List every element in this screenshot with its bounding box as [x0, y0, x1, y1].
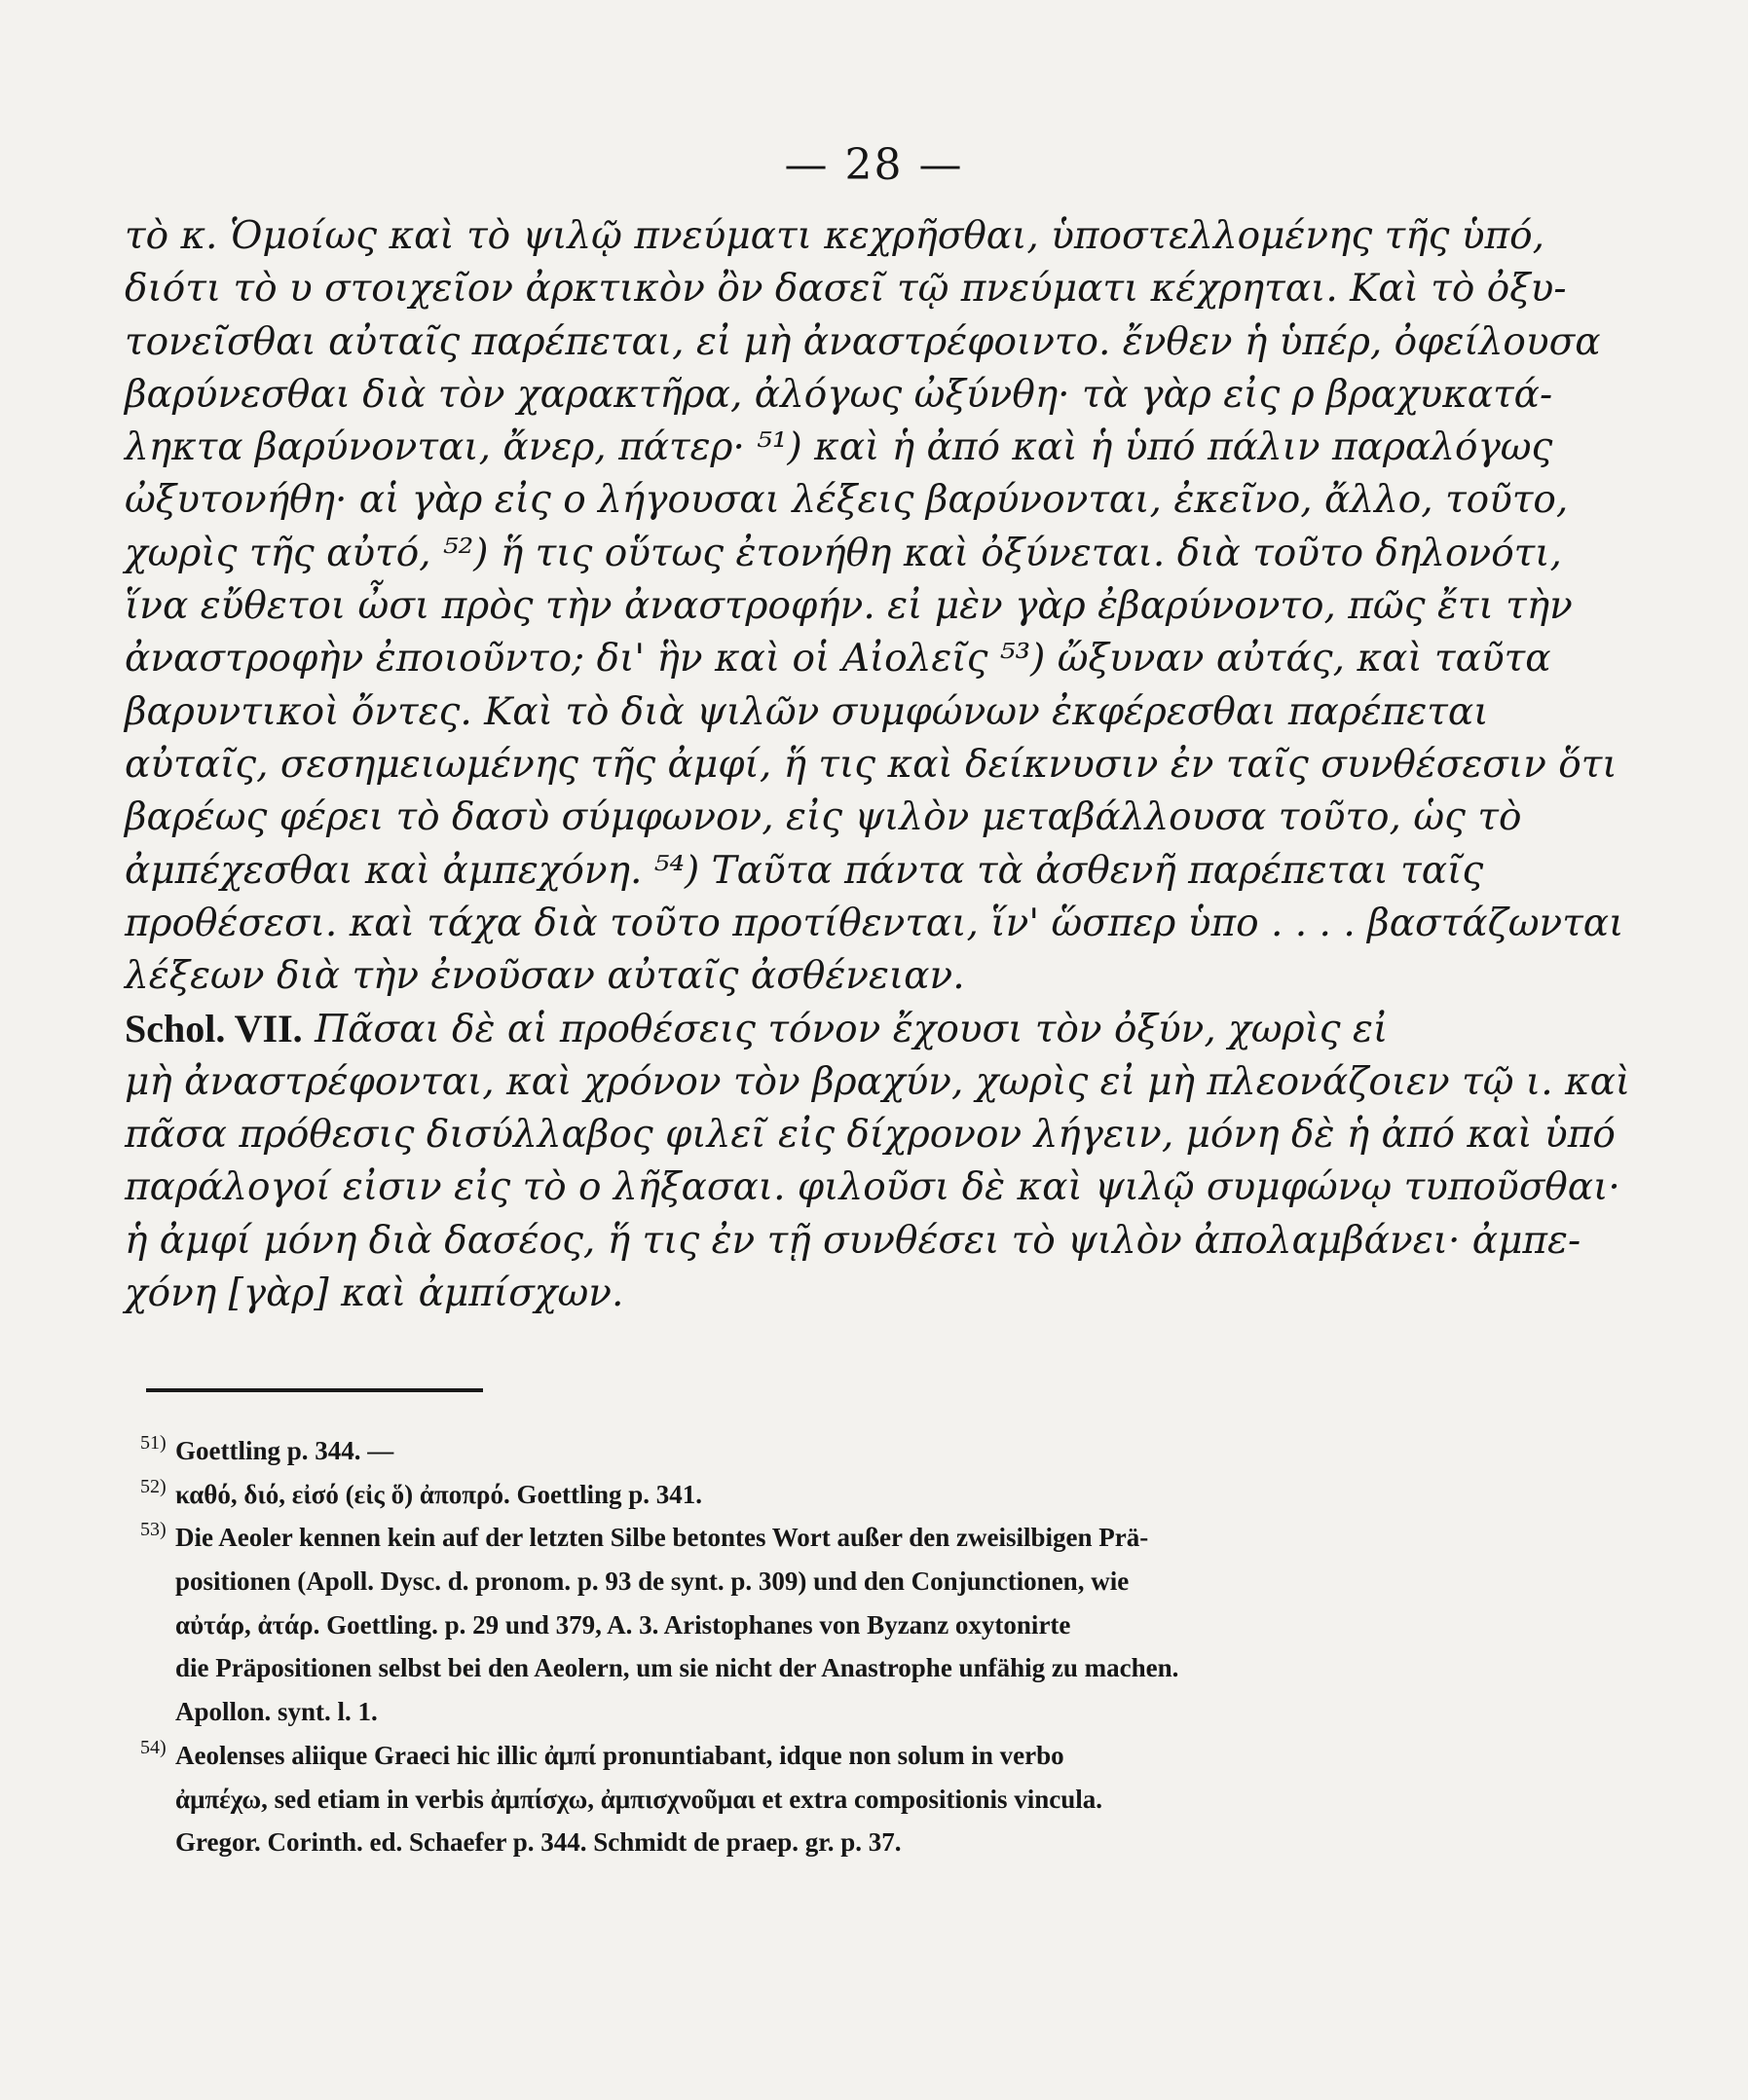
text-line: ληκτα βαρύνονται, ἄνερ, πάτερ· ⁵¹) καὶ ἡ ἀπό καὶ ἡ ὑπό πάλιν παραλόγως: [125, 425, 1553, 470]
footnote-marker: 53): [140, 1519, 167, 1541]
footnote-text: καθό, διό, εἰσό (εἰς ὅ) ἀποπρό. Goettling p. 341.: [175, 1479, 702, 1509]
footnote-divider: [146, 1388, 483, 1392]
text-line: χωρὶς τῆς αὐτό, ⁵²) ἥ τις οὕτως ἐτονήθη καὶ ὀξύνεται. διὰ τοῦτο δηλονότι,: [125, 531, 1562, 575]
text-line: τονεῖσθαι αὐταῖς παρέπεται, εἰ μὴ ἀναστρέφοιντο. ἔνθεν ἡ ὑπέρ, ὀφείλουσα: [125, 319, 1601, 364]
footnote-53: [140, 1516, 1548, 1560]
scholion-first-text: Πᾶσαι δὲ αἱ προθέσεις τόνον ἔχουσι τὸν ὀξύν, χωρὶς εἰ: [315, 1008, 1389, 1052]
text-line: διότι τὸ υ στοιχεῖον ἀρκτικὸν ὂν δασεῖ τῷ πνεύματι κέχρηται. Καὶ τὸ ὀξυ-: [125, 267, 1567, 312]
text-line: παράλογοί εἰσιν εἰς τὸ ο λῆξασαι. φιλοῦσι δὲ καὶ ψιλῷ συμφώνῳ τυποῦσθαι·: [125, 1165, 1620, 1210]
text-line: βαρυντικοὶ ὄντες. Καὶ τὸ διὰ ψιλῶν συμφώνων ἐκφέρεσθαι παρέπεται: [125, 689, 1489, 734]
text-line: μὴ ἀναστρέφονται, καὶ χρόνον τὸν βραχύν, χωρὶς εἰ μὴ πλεονάζοιεν τῷ ι. καὶ: [125, 1059, 1631, 1104]
footnote-53-cont: [175, 1690, 1548, 1734]
footnote-text: positionen (Apoll. Dysc. d. pronom. p. 93 de synt. p. 309) und den Conjunctionen, wie: [175, 1566, 1130, 1597]
footnotes-block: [140, 1429, 1548, 1864]
footnote-text: ἀμπέχω, sed etiam in verbis ἀμπίσχω, ἀμπισχνοῦμαι et extra compositionis vincula.: [175, 1784, 1103, 1814]
text-line: τὸ κ. Ὁμοίως καὶ τὸ ψιλῷ πνεύματι κεχρῆσθαι, ὑποστελλομένης τῆς ὑπό,: [125, 214, 1545, 258]
footnote-text: Apollon. synt. l. 1.: [175, 1697, 378, 1727]
footnote-53-cont: [175, 1560, 1548, 1603]
footnote-53-cont: [175, 1646, 1548, 1690]
footnote-marker: 51): [140, 1432, 167, 1454]
footnote-54-cont: [175, 1821, 1548, 1864]
text-line: πᾶσα πρόθεσις δισύλλαβος φιλεῖ εἰς δίχρονον λήγειν, μόνη δὲ ἡ ἀπό καὶ ὑπό: [125, 1113, 1616, 1158]
main-text-block: [125, 210, 1631, 1320]
footnote-text: Aeolenses aliique Graeci hic illic ἀμπί pronuntiabant, idque non solum in verbo: [175, 1740, 1064, 1770]
footnote-text: αὐτάρ, ἀτάρ. Goettling. p. 29 und 379, A. 3. Aristophanes von Byzanz oxytonirte: [175, 1609, 1071, 1639]
footnote-text: Goettling p. 344. —: [175, 1436, 394, 1465]
text-line: αὐταῖς, σεσημειωμένης τῆς ἀμφί, ἥ τις καὶ δείκνυσιν ἐν ταῖς συνθέσεσιν ὅτι: [125, 742, 1618, 787]
text-line: ἵνα εὔθετοι ὦσι πρὸς τὴν ἀναστροφήν. εἰ μὲν γὰρ ἐβαρύνοντο, πῶς ἔτι τὴν: [125, 584, 1573, 629]
footnote-54-cont: [175, 1778, 1548, 1822]
text-line: βαρύνεσθαι διὰ τὸν χαρακτῆρα, ἀλόγως ὠξύνθη· τὰ γὰρ εἰς ρ βραχυκατά-: [125, 372, 1553, 417]
text-line: ἡ ἀμφί μόνη διὰ δασέος, ἥ τις ἐν τῇ συνθέσει τὸ ψιλὸν ἀπολαμβάνει· ἀμπε-: [125, 1218, 1581, 1263]
text-line: ὠξυτονήθη· αἱ γὰρ εἰς ο λήγουσαι λέξεις βαρύνονται, ἐκεῖνο, ἄλλο, τοῦτο,: [125, 478, 1569, 523]
footnote-text: Gregor. Corinth. ed. Schaefer p. 344. Schmidt de praep. gr. p. 37.: [175, 1827, 902, 1858]
text-line: προθέσεσι. καὶ τάχα διὰ τοῦτο προτίθενται, ἵν' ὥσπερ ὑπο . . . . βαστάζωνται: [125, 901, 1624, 945]
text-line: βαρέως φέρει τὸ δασὺ σύμφωνον, εἰς ψιλὸν μεταβάλλουσα τοῦτο, ὡς τὸ: [125, 795, 1522, 840]
footnote-54: [140, 1734, 1548, 1778]
footnote-marker: 54): [140, 1736, 167, 1758]
text-line: ἀναστροφὴν ἐποιοῦντο; δι' ἣν καὶ οἱ Αἰολεῖς ⁵³) ὤξυναν αὐτάς, καὶ ταῦτα: [125, 637, 1551, 682]
footnote-51: [140, 1429, 1548, 1473]
scholion-label: Schol. VII.: [125, 1007, 303, 1051]
text-line: χόνη [γὰρ] καὶ ἀμπίσχων.: [125, 1271, 624, 1315]
footnote-text: Die Aeoler kennen kein auf der letzten Silbe betontes Wort außer den zweisilbigen Prä-: [175, 1523, 1149, 1553]
scholion-first-line: [125, 1003, 1546, 1055]
footnote-text: die Präpositionen selbst bei den Aeolern, um sie nicht der Anastrophe unfähig zu machen.: [175, 1653, 1179, 1683]
text-line: ἀμπέχεσθαι καὶ ἀμπεχόνη. ⁵⁴) Ταῦτα πάντα τὰ ἀσθενῆ παρέπεται ταῖς: [125, 848, 1484, 893]
text-line: λέξεων διὰ τὴν ἐνοῦσαν αὐταῖς ἀσθένειαν.: [125, 954, 965, 999]
footnote-53-cont: [175, 1603, 1548, 1647]
footnote-52: [140, 1473, 1548, 1517]
page-number: — 28 —: [784, 140, 964, 190]
footnote-marker: 52): [140, 1475, 167, 1497]
